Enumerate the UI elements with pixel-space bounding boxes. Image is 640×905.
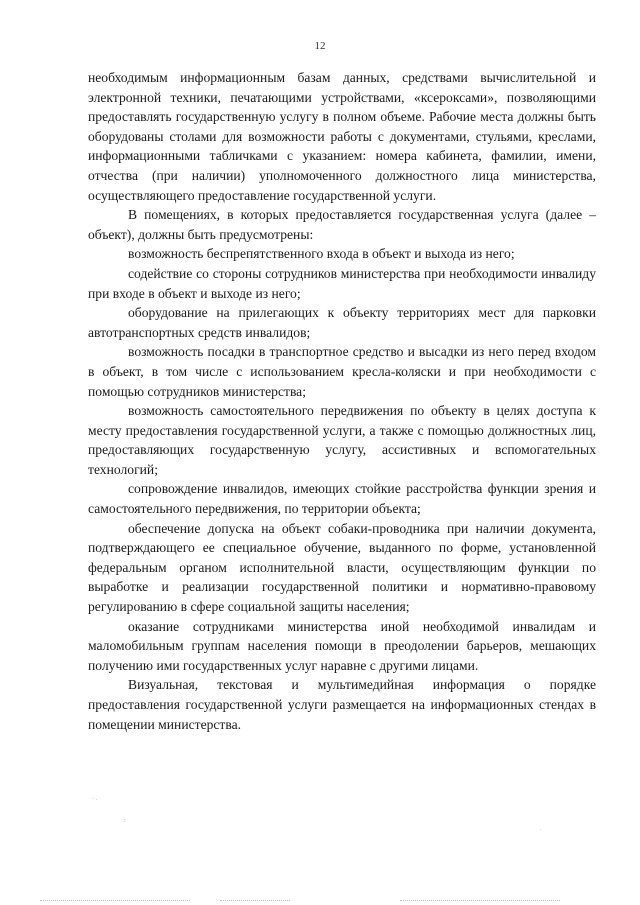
list-item-vehicle-boarding: возможность посадки в транспортное средство и высадки из него перед входом в объект, в том числе с использованием кресла-коляски и при необходимости с помощью сотрудников министерства; (88, 344, 596, 399)
scan-speck: : (124, 818, 126, 824)
list-item-independent-movement: возможность самостоятельного передвижения по объекту в целях доступа к месту предоставления государственной услуги, а также с помощью должностных лиц, предоставляющих государственную услугу, ассистивных и вспомогательных технологий; (88, 403, 596, 477)
scan-speck: . (540, 826, 542, 832)
list-item-parking: оборудование на прилегающих к объекту территориях мест для парковки автотранспортных средств инвалидов; (88, 305, 596, 340)
paragraph-continuation: необходимым информационным базам данных, средствами вычислительной и электронной техники, печатающими устройствами, «ксероксами», позволяющими предоставлять государственную услугу в полном объеме. Рабочие места должны быть оборудованы столами для возможности работы с документами, стульями, креслами, информационными табличками с указанием: номера кабинета, фамилии, имени, отчества (при наличии) уполномоченного должностного лица министерства, осуществляющего предоставление государственной услуги. (88, 70, 596, 203)
list-item-escort: сопровождение инвалидов, имеющих стойкие расстройства функции зрения и самостоятельного передвижения, по территории объекта; (88, 481, 596, 517)
scan-edge-line (400, 900, 560, 902)
paragraph-information-stands: Визуальная, текстовая и мультимедийная информация о порядке предоставления государственной услуги размещается на информационных стендах в помещении министерства. (88, 677, 596, 732)
list-item-other-assistance: оказание сотрудниками министерства иной необходимой инвалидам и маломобильным группам населения помощи в преодолении барьеров, мешающих получению ими государственных услуг наравне с другими лицами. (88, 618, 596, 673)
paragraph-premises-intro: В помещениях, в которых предоставляется государственная услуга (далее – объект), должны быть предусмотрены: (88, 207, 596, 242)
document-body (88, 68, 596, 734)
list-item-barrier-free-entry: возможность беспрепятственного входа в объект и выхода из него; (128, 246, 515, 262)
scan-speck: · . (92, 796, 97, 802)
page-number: 12 (314, 40, 326, 52)
scan-edge-line (40, 900, 190, 902)
scan-edge-line (220, 900, 290, 902)
list-item-staff-assistance: содействие со стороны сотрудников министерства при необходимости инвалиду при входе в объект и выходе из него; (88, 265, 596, 301)
list-item-guide-dog: обеспечение допуска на объект собаки-проводника при наличии документа, подтверждающего ее специальное обучение, выданного по форме, установленной федеральным органом исполнительной власти, осуществляющим функции по выработке и реализации государственной политики и нормативно-правовому регулированию в сфере социальной защиты населения; (88, 520, 596, 615)
